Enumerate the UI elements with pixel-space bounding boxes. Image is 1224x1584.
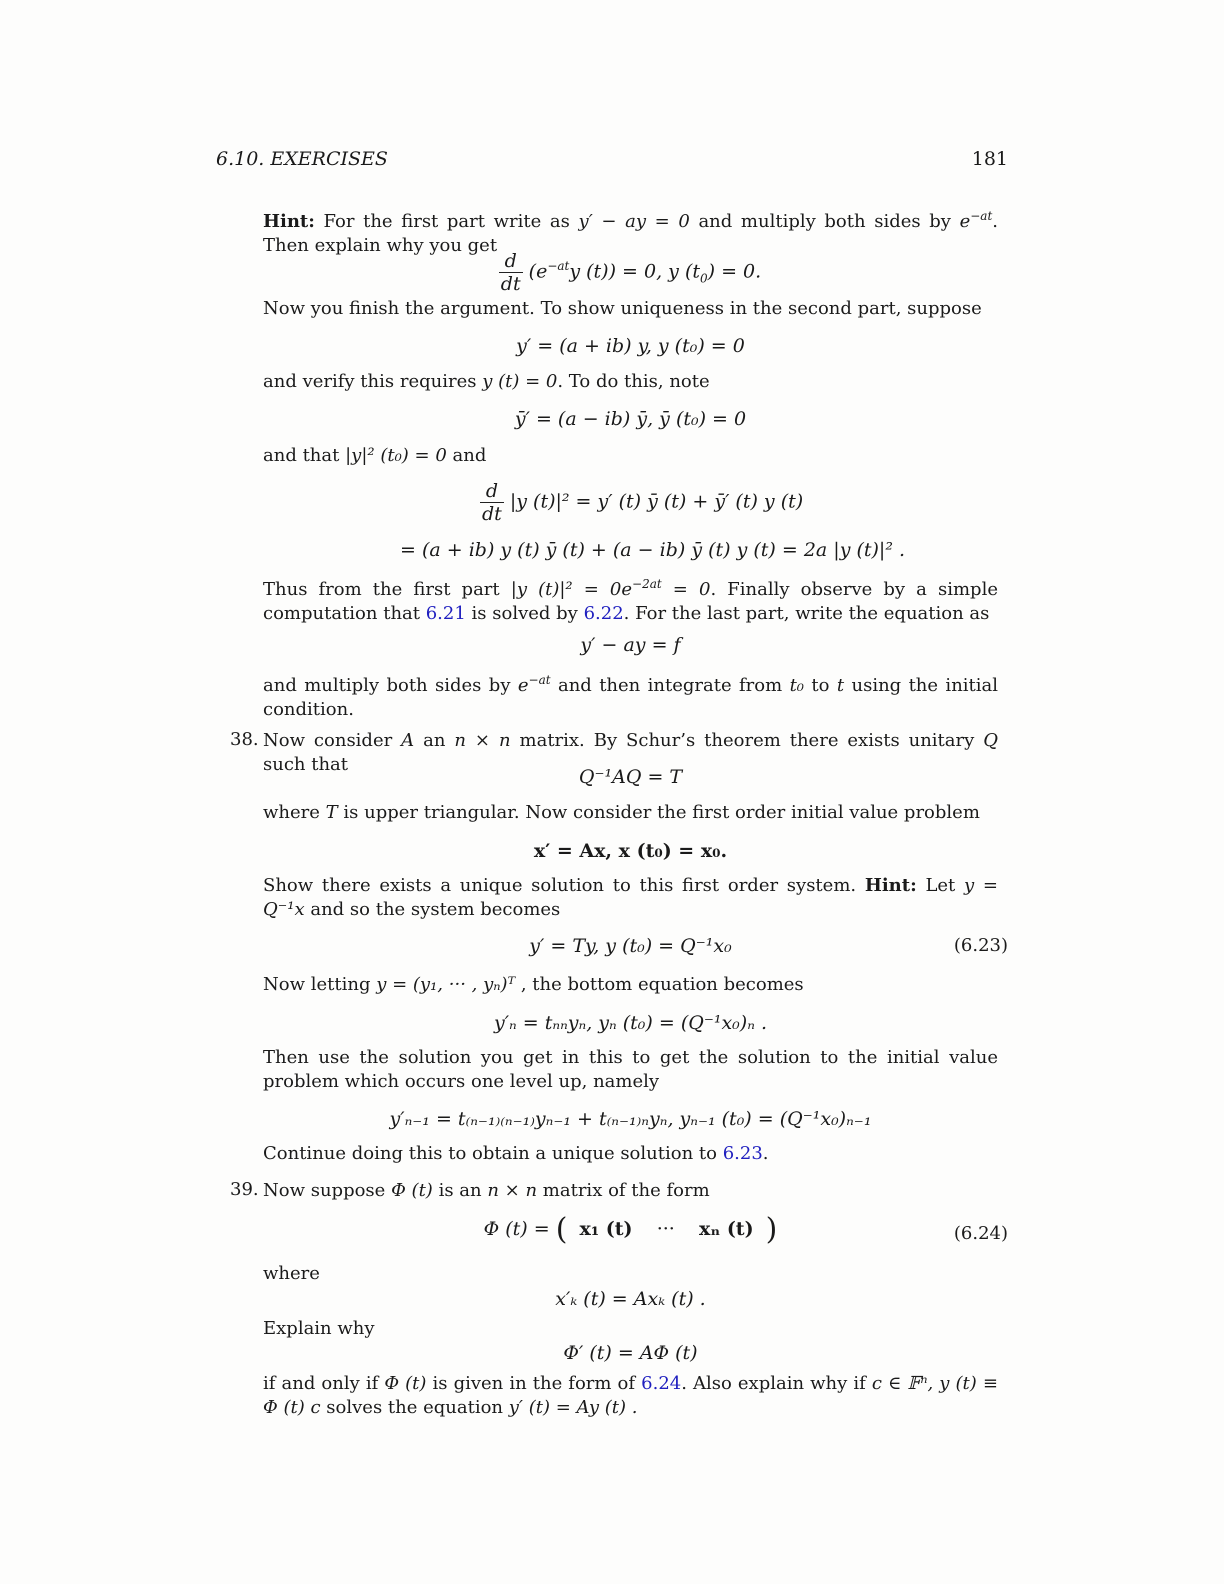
equation-schur: Q⁻¹AQ = T — [578, 766, 683, 788]
exercise-39-explain: Explain why — [263, 1318, 375, 1339]
equation-number-6-23: (6.23) — [953, 935, 1008, 956]
hint-equation: y′ − ay = 0 — [578, 211, 690, 232]
equation-modulus-derivative: $\frac{d}{dt}$ |y (t)|² = y′ (t) ȳ (t) + ȳ′ (t) y (t) — [482, 480, 804, 525]
hint-exponential: $e^{-at}$ — [959, 209, 993, 232]
running-header — [216, 148, 1008, 176]
hint-text-a: For the first part write as — [323, 211, 570, 232]
exercise-38-letting: Now letting y = (y₁, ··· , yₙ)ᵀ , the bottom equation becomes — [263, 974, 804, 995]
exercise-38-continue: Continue doing this to obtain a unique solution to 6.23. — [263, 1143, 769, 1164]
equation-6-23: y′ = Ty, y (t₀) = Q⁻¹x₀ — [529, 935, 732, 957]
page-number: 181 — [971, 148, 1008, 170]
equation-number-6-24: (6.24) — [953, 1223, 1008, 1244]
equation-xk-prime: x′ₖ (t) = Axₖ (t) . — [555, 1288, 706, 1310]
equation-phi-prime: Φ′ (t) = AΦ (t) — [563, 1342, 698, 1364]
multiply-paragraph: and multiply both sides by $e^{-at}$ and then integrate from t₀ to t using the initial condition. — [263, 673, 999, 720]
section-title: 6.10. EXERCISES — [216, 148, 388, 170]
verify-paragraph: and verify this requires y (t) = 0. To do this, note — [263, 371, 710, 392]
equation-derivative-product: $\frac{d}{dt}$ ($e^{-at}y$ (t)) = 0, y $(t_0) = 0$. — [500, 250, 762, 295]
exercise-38-hint: Show there exists a unique solution to this first order system. Hint: Let y = Q⁻¹x and so the system becomes — [263, 875, 998, 920]
equation-forced-ode: y′ − ay = f — [580, 634, 681, 656]
exercise-38-then: Then use the solution you get in this to get the solution to the initial value problem which occurs one level up, namely — [263, 1047, 998, 1092]
hint-label: Hint: — [263, 211, 315, 232]
hint-text-b: and multiply both sides by — [698, 211, 951, 232]
equation-bottom-row: y′ₙ = tₙₙyₙ, yₙ (t₀) = (Q⁻¹x₀)ₙ . — [493, 1012, 767, 1034]
exercise-39-where: where — [263, 1263, 320, 1284]
thus-paragraph: Thus from the first part |y $(t)|^2 = 0e^{-2at} = 0$. Finally observe by a simple computation that 6.21 is solved by 6.22. For the last part, write the equation as — [263, 577, 998, 624]
fraction-d-dt: $\frac{d}{dt}$ — [500, 250, 521, 295]
exercise-38-number: 38. — [230, 729, 259, 750]
and-that-paragraph: and that |y|² (t₀) = 0 and — [263, 445, 487, 466]
exercise-38-intro: Now consider A an n × n matrix. By Schur’s theorem there exists unitary Q such that — [263, 730, 999, 775]
equation-one-level-up: y′ₙ₋₁ = t₍ₙ₋₁₎₍ₙ₋₁₎yₙ₋₁ + t₍ₙ₋₁₎ₙyₙ, yₙ₋₁ (t₀) = (Q⁻¹x₀)ₙ₋₁ — [389, 1108, 872, 1130]
exercise-39-intro: Now suppose Φ (t) is an n × n matrix of the form — [263, 1180, 710, 1201]
reference-6-24[interactable]: 6.24 — [641, 1373, 682, 1394]
reference-6-22[interactable]: 6.22 — [583, 603, 624, 624]
equation-ivp: x′ = Ax, x (t₀) = x₀. — [533, 840, 728, 862]
reference-6-23[interactable]: 6.23 — [722, 1143, 763, 1164]
exercise-39-number: 39. — [230, 1179, 259, 1200]
equation-complex-ode: y′ = (a + ib) y, y (t₀) = 0 — [516, 335, 745, 357]
equation-conjugate-ode: ȳ′ = (a − ib) ȳ, ȳ (t₀) = 0 — [514, 408, 747, 430]
uniqueness-paragraph: Now you finish the argument. To show uniqueness in the second part, suppose — [263, 298, 982, 319]
hint-text-c: . Then explain why you get — [263, 211, 999, 256]
equation-modulus-result: = (a + ib) y (t) ȳ (t) + (a − ib) ȳ (t) y (t) = 2a |y (t)|² . — [400, 539, 906, 561]
equation-6-24: Φ (t) = ( x₁ (t) ··· xₙ (t) ) — [483, 1212, 778, 1247]
exercise-39-iff: if and only if Φ (t) is given in the form of 6.24. Also explain why if c ∈ 𝔽ⁿ, y (t) ≡ Φ (t) c solves the equation y′ (t) = Ay (t) . — [263, 1373, 998, 1418]
fraction-d-dt-2: $\frac{d}{dt}$ — [482, 480, 502, 525]
reference-6-21[interactable]: 6.21 — [425, 603, 466, 624]
exercise-38-where: where T is upper triangular. Now consider the first order initial value problem — [263, 802, 980, 823]
